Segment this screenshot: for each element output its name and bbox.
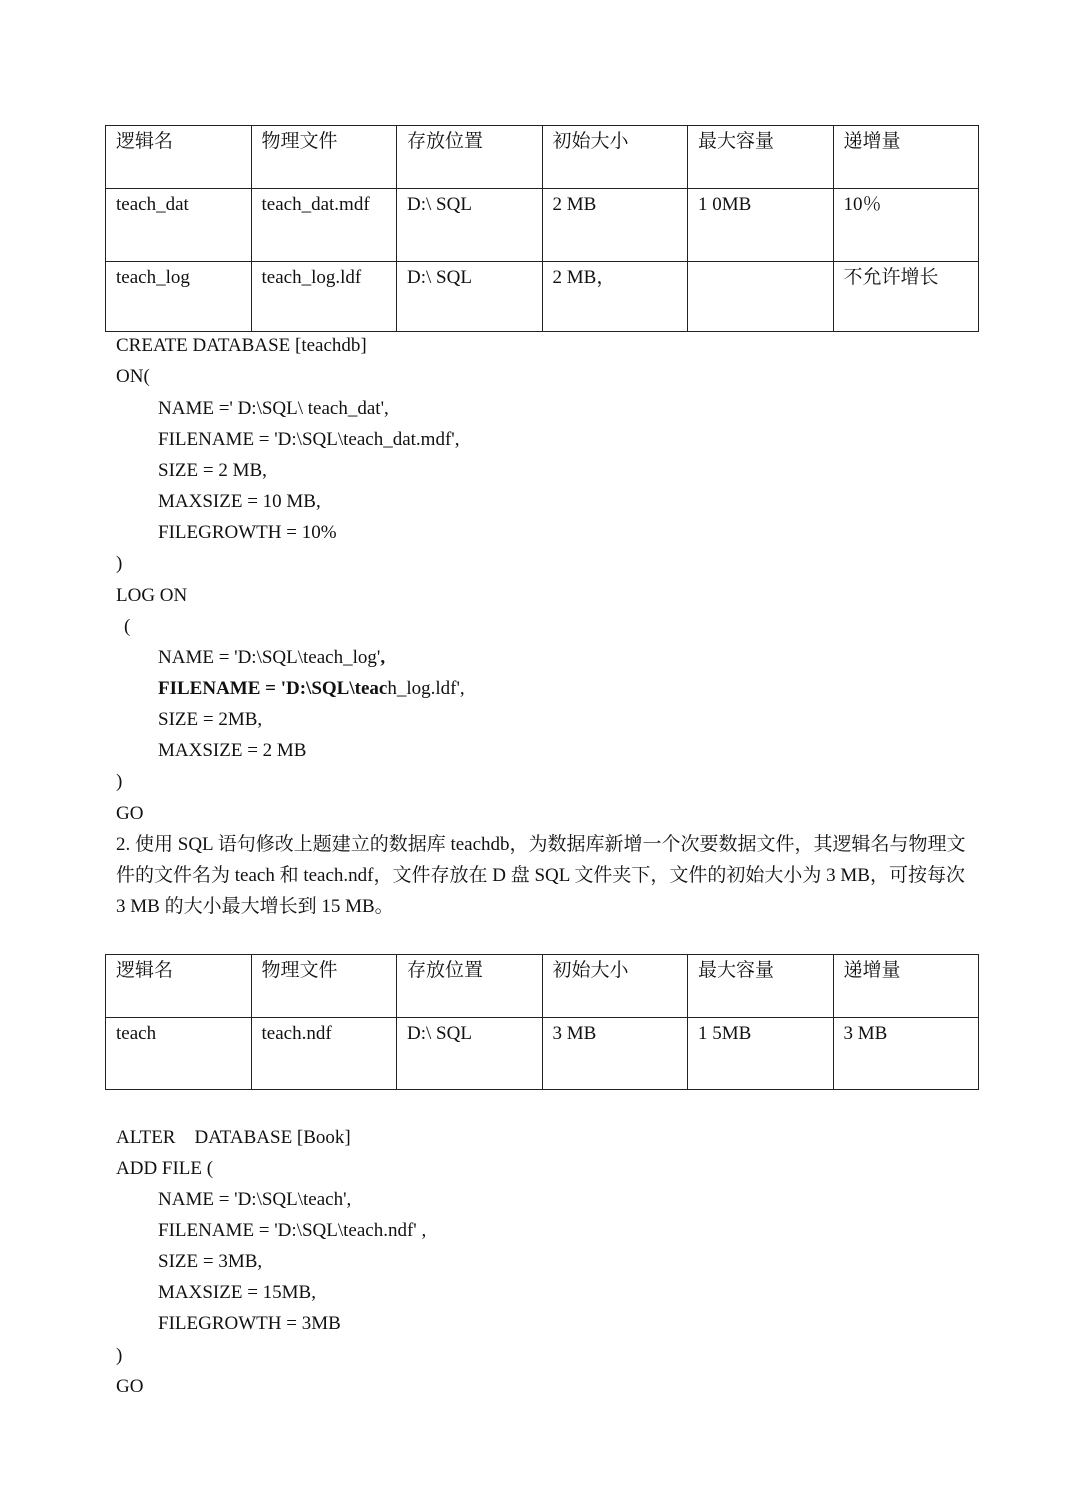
- table-cell: D:\ SQL: [397, 1018, 543, 1090]
- code-line: ): [116, 1345, 123, 1366]
- file-spec-table-1: [105, 125, 979, 332]
- code-line: [158, 646, 385, 670]
- question-2-text: 2. 使用 SQL 语句修改上题建立的数据库 teachdb，为数据库新增一个次要数据文件，其逻辑名与物理文件的文件名为 teach 和 teach.ndf，文件存放在 D 盘 SQL 文件夹下，文件的初始大小为 3 MB，可按每次 3 MB 的大小最大增长到 15 MB。: [116, 834, 966, 917]
- code-line: ON(: [116, 366, 150, 387]
- code-line: [158, 677, 465, 701]
- header-cell: 最大容量: [688, 126, 834, 189]
- code-line: FILEGROWTH = 3MB: [158, 1313, 341, 1334]
- header-cell: 逻辑名: [106, 126, 252, 189]
- header-cell: 初始大小: [542, 126, 688, 189]
- code-line: SIZE = 3MB,: [158, 1251, 263, 1272]
- header-cell: 存放位置: [397, 955, 543, 1018]
- code-text: h_log.ldf',: [387, 678, 465, 699]
- code-text: NAME = 'D:\SQL\teach_log': [158, 647, 381, 668]
- table-cell: [688, 262, 834, 332]
- code-line: GO: [116, 803, 144, 824]
- header-cell: 物理文件: [251, 126, 397, 189]
- table-cell: teach.ndf: [251, 1018, 397, 1090]
- table-cell: 2 MB，: [542, 262, 688, 332]
- table-cell: teach_dat.mdf: [251, 189, 397, 262]
- header-cell: 初始大小: [542, 955, 688, 1018]
- table-cell: 10％: [833, 189, 979, 262]
- code-line: NAME = 'D:\SQL\teach',: [158, 1189, 352, 1210]
- table-cell: D:\ SQL: [397, 262, 543, 332]
- code-line: FILENAME = 'D:\SQL\teach_dat.mdf',: [158, 429, 460, 450]
- table-cell: D:\ SQL: [397, 189, 543, 262]
- table-row: [106, 1018, 979, 1090]
- table-cell: 1 5MB: [688, 1018, 834, 1090]
- header-cell: 递增量: [833, 955, 979, 1018]
- table-cell: teach_log.ldf: [251, 262, 397, 332]
- code-line: (: [124, 616, 131, 637]
- code-text-bold: ,: [380, 647, 386, 668]
- table-header-row: [106, 126, 979, 189]
- table-header-row: [106, 955, 979, 1018]
- table-cell: 3 MB: [542, 1018, 688, 1090]
- file-spec-table-2: [105, 954, 979, 1090]
- table-cell: teach_dat: [106, 189, 252, 262]
- header-cell: 逻辑名: [106, 955, 252, 1018]
- code-line: ADD FILE (: [116, 1158, 214, 1179]
- code-line: LOG ON: [116, 585, 188, 606]
- header-cell: 存放位置: [397, 126, 543, 189]
- code-line: MAXSIZE = 15MB,: [158, 1282, 316, 1303]
- code-line: SIZE = 2 MB,: [158, 460, 267, 481]
- table-cell: teach_log: [106, 262, 252, 332]
- code-text-bold: FILENAME = 'D:\SQL\teac: [158, 678, 388, 699]
- code-line: FILENAME = 'D:\SQL\teach.ndf' ,: [158, 1220, 427, 1241]
- table-cell: 2 MB: [542, 189, 688, 262]
- code-line: MAXSIZE = 10 MB,: [158, 491, 321, 512]
- table-row: [106, 189, 979, 262]
- code-line: FILEGROWTH = 10%: [158, 522, 337, 543]
- code-line: NAME =' D:\SQL\ teach_dat',: [158, 398, 389, 419]
- header-cell: 物理文件: [251, 955, 397, 1018]
- code-line: SIZE = 2MB,: [158, 709, 263, 730]
- table-cell: teach: [106, 1018, 252, 1090]
- code-line: MAXSIZE = 2 MB: [158, 740, 307, 761]
- code-line: CREATE DATABASE [teachdb]: [116, 335, 367, 356]
- table-cell: 1 0MB: [688, 189, 834, 262]
- code-line: ): [116, 553, 123, 574]
- header-cell: 最大容量: [688, 955, 834, 1018]
- code-line: ALTER DATABASE [Book]: [116, 1127, 351, 1148]
- table-cell: 3 MB: [833, 1018, 979, 1090]
- header-cell: 递增量: [833, 126, 979, 189]
- code-line: ): [116, 771, 123, 792]
- table-cell: 不允许增长: [833, 262, 979, 332]
- code-line: GO: [116, 1376, 144, 1397]
- table-row: [106, 262, 979, 332]
